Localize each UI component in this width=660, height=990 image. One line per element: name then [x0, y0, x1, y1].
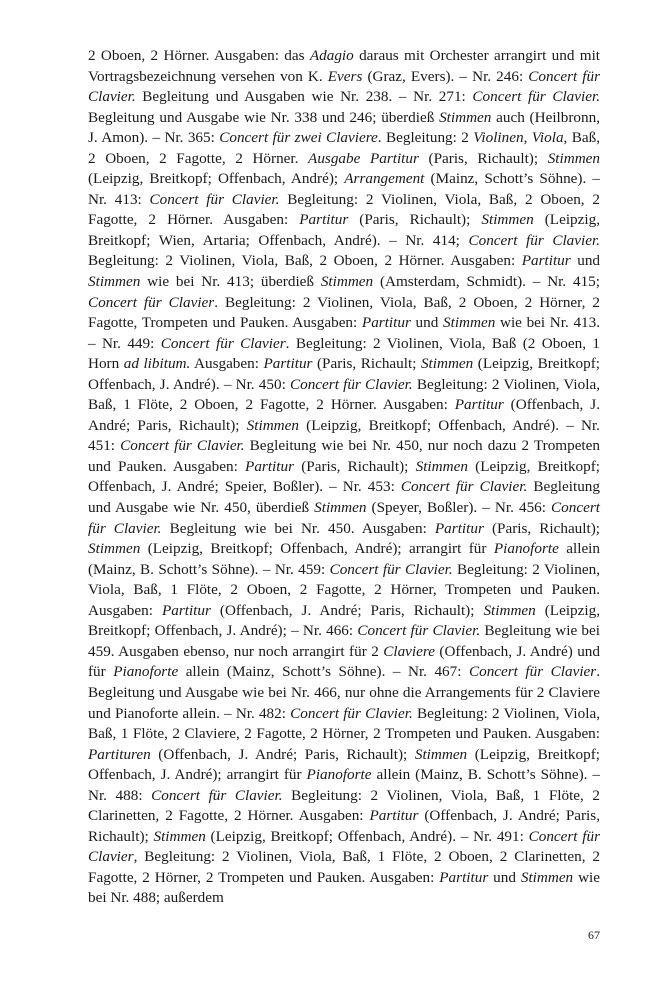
text-run: (Offenbach, J. André; Paris, Richault); — [88, 807, 600, 845]
italic-text-run: Stimmen — [246, 416, 299, 434]
text-run: (Leipzig, Breitkopf; Offenbach, André); arrangirt für — [140, 540, 494, 558]
italic-text-run: ad libitum. — [123, 355, 191, 373]
italic-text-run: Stimmen — [483, 601, 536, 619]
italic-text-run: Concert für Clavier. — [88, 67, 601, 106]
text-run: (Leipzig, Breitkopf; Offenbach, André); — [88, 170, 345, 188]
text-run: Begleitung und Ausgabe wie Nr. 450, überdieß — [88, 478, 600, 517]
text-run: Begleitung: 2 Violinen, Viola, Baß, 2 Oboen, 2 Hörner. Ausgaben: — [88, 252, 522, 270]
italic-text-run: Stimmen — [520, 868, 574, 886]
text-run: Begleitung: 2 Violinen, Viola, Baß, 1 Flöte, 2 Clarinetten, 2 Fagotte, 2 Hörner. Ausgaben: — [88, 786, 600, 825]
text-run: allein (Mainz, Schott’s Söhne). – Nr. 467: — [178, 663, 469, 681]
italic-text-run: Partitur — [245, 457, 294, 475]
text-run: wie bei Nr. 413. – Nr. 449: — [88, 314, 601, 352]
text-run: Begleitung: 2 Violinen, Viola, Baß, 1 Flöte, 2 Oboen, 2 Fagotte, 2 Hörner. Ausgaben: — [88, 375, 600, 414]
text-run: (Offenbach, J. André; Paris, Richault); — [150, 745, 415, 763]
italic-text-run: Evers — [327, 67, 363, 85]
italic-text-run: Concert für Clavier. — [149, 190, 280, 208]
italic-text-run: Partitur — [299, 211, 349, 229]
text-run: Begleitung wie bei 459. Ausgaben ebenso, nur noch arrangirt für 2 — [88, 622, 600, 660]
italic-text-run: Partitur — [454, 396, 504, 414]
text-run: Ausgaben: — [190, 355, 264, 373]
text-run: (Paris, Richault); — [483, 519, 600, 537]
text-run: (Offenbach, J. André; Paris, Richault); — [88, 396, 600, 434]
page-content — [88, 46, 600, 909]
italic-text-run: Pianoforte — [306, 766, 372, 784]
text-run: auch (Heilbronn, J. Amon). – Nr. 365: — [88, 108, 600, 147]
italic-text-run: Concert für Clavier — [88, 293, 215, 311]
italic-text-run: Stimmen — [314, 499, 367, 517]
italic-text-run: Pianoforte — [113, 663, 179, 681]
text-run: (Leipzig, Breitkopf; Wien, Artaria; Offenbach, André). – Nr. 414; — [88, 211, 600, 249]
text-run: Begleitung: 2 Violinen, Viola, Baß, 2 Oboen, 2 Fagotte, 2 Hörner. Ausgaben: — [88, 190, 600, 229]
italic-text-run: Partitur — [369, 807, 419, 825]
text-run: (Offenbach, J. André) und für — [88, 642, 600, 681]
italic-text-run: Stimmen — [439, 108, 492, 126]
italic-text-run: Concert für zwei Claviere — [219, 129, 378, 147]
text-run: wie bei Nr. 413; überdieß — [140, 273, 321, 291]
text-run: (Leipzig, Breitkopf; Offenbach, J. André). – Nr. 450: — [88, 355, 600, 393]
italic-text-run: Stimmen — [320, 273, 374, 291]
text-run: Begleitung und Ausgaben wie Nr. 238. – Nr. 271: — [135, 88, 473, 106]
italic-text-run: Stimmen — [88, 540, 141, 558]
italic-text-run: Partitur — [263, 355, 313, 373]
text-run: (Leipzig, Breitkopf; Offenbach, André). – Nr. 451: — [88, 416, 600, 455]
text-run: und — [410, 314, 443, 332]
italic-text-run: Stimmen — [88, 273, 141, 291]
italic-text-run: Concert für Clavier. — [468, 231, 600, 249]
text-run: . Begleitung: 2 Violinen, Viola, Baß, 2 Oboen, 2 Hörner, 2 Fagotte, Trompeten und Pauken. Ausgaben: — [88, 293, 600, 332]
text-run: Begleitung: 2 Violinen, Viola, Baß, 1 Flöte, 2 Claviere, 2 Fagotte, 2 Hörner, 2 Trompeten und Pauken. Ausgaben: — [88, 704, 600, 743]
italic-text-run: Partitur — [361, 314, 411, 332]
text-run: (Paris, Richault); — [418, 149, 548, 167]
text-run: wie bei Nr. 488; außerdem — [88, 868, 600, 907]
italic-text-run: Concert für Clavier. — [329, 560, 453, 578]
body-paragraph — [88, 46, 600, 909]
text-run: . Begleitung und Ausgabe wie bei Nr. 466, nur ohne die Arrangements für 2 Claviere und Pianoforte allein. – Nr. 482: — [88, 663, 600, 722]
italic-text-run: Adagio — [309, 47, 354, 64]
italic-text-run: Concert für Clavier. — [151, 786, 283, 804]
text-run: (Mainz, Schott’s Söhne). – Nr. 413: — [88, 170, 600, 208]
italic-text-run: Viola — [531, 129, 564, 147]
text-run: . Begleitung: 2 — [377, 129, 474, 147]
italic-text-run: Partituren — [88, 745, 151, 763]
text-run: (Leipzig, Breitkopf; Offenbach, J. André); – Nr. 466: — [88, 601, 600, 640]
text-run: Begleitung wie bei Nr. 450, nur noch dazu 2 Trompeten und Pauken. Ausgaben: — [88, 437, 600, 475]
italic-text-run: Concert für Clavier. — [88, 499, 600, 537]
text-run: , Begleitung: 2 Violinen, Viola, Baß, 1 Flöte, 2 Oboen, 2 Clarinetten, 2 Fagotte, 2 Hörner, 2 Trompeten und Pauken. Ausgaben: — [88, 848, 600, 886]
text-run: 2 Oboen, 2 Hörner. Ausgaben: das — [88, 47, 310, 64]
italic-text-run: Partitur — [434, 519, 484, 537]
italic-text-run: Concert für Clavier. — [120, 437, 245, 455]
page-number: 67 — [588, 928, 600, 942]
text-run: Begleitung: 2 Violinen, Viola, Baß, 1 Flöte, 2 Oboen, 2 Fagotte, 2 Hörner, Trompeten und Pauken. Ausgaben: — [88, 560, 600, 619]
italic-text-run: Stimmen — [481, 211, 534, 229]
italic-text-run: Stimmen — [443, 314, 496, 332]
text-run: allein (Mainz, B. Schott’s Söhne). – Nr. 488: — [88, 766, 600, 804]
italic-text-run: Concert für Clavier. — [400, 478, 528, 496]
text-run: allein (Mainz, B. Schott’s Söhne). – Nr. 459: — [88, 540, 600, 578]
text-run: daraus mit Orchester arrangirt und mit Vortragsbezeichnung versehen von K. — [88, 47, 601, 85]
italic-text-run: Ausgabe Partitur — [308, 149, 419, 167]
text-run: (Leipzig, Breitkopf; Offenbach, J. André); arrangirt für — [88, 745, 600, 784]
text-run: (Offenbach, J. André; Paris, Richault); — [210, 601, 484, 619]
italic-text-run: Concert für Clavier — [88, 827, 600, 866]
text-run: . Begleitung: 2 Violinen, Viola, Baß (2 Oboen, 1 Horn — [88, 334, 600, 373]
text-run: (Paris, Richault); — [294, 457, 416, 475]
italic-text-run: Concert für Clavier — [468, 663, 597, 681]
text-run: und — [488, 868, 521, 886]
italic-text-run: Concert für Clavier. — [472, 88, 600, 106]
text-run: (Leipzig, Breitkopf; Offenbach, J. André; Speier, Boßler). – Nr. 453: — [88, 457, 601, 496]
text-run: (Graz, Evers). – Nr. 246: — [362, 67, 529, 85]
italic-text-run: Partitur — [521, 252, 571, 270]
text-run: (Paris, Richault); — [348, 211, 482, 229]
italic-text-run: Stimmen — [153, 827, 206, 845]
italic-text-run: Stimmen — [415, 457, 468, 475]
italic-text-run: Stimmen — [420, 355, 474, 373]
italic-text-run: Arrangement — [344, 170, 425, 188]
italic-text-run: Stimmen — [414, 745, 468, 763]
italic-text-run: Stimmen — [547, 149, 601, 167]
text-run: Begleitung wie bei Nr. 450. Ausgaben: — [161, 519, 435, 537]
italic-text-run: Claviere — [383, 642, 435, 660]
italic-text-run: Partitur — [161, 601, 211, 619]
text-run: , — [523, 129, 532, 147]
text-run: (Paris, Richault; — [312, 355, 421, 373]
italic-text-run: Concert für Clavier. — [289, 375, 413, 393]
italic-text-run: Pianoforte — [493, 540, 559, 558]
italic-text-run: Concert für Clavier. — [290, 704, 413, 722]
text-run: (Leipzig, Breitkopf; Offenbach, André). – Nr. 491: — [205, 827, 529, 845]
italic-text-run: Partitur — [439, 868, 489, 886]
italic-text-run: Violinen — [473, 129, 524, 147]
text-run: und — [570, 252, 601, 270]
text-run: Begleitung und Ausgabe wie Nr. 338 und 246; überdieß — [88, 108, 440, 126]
text-run: (Amsterdam, Schmidt). – Nr. 415; — [373, 273, 600, 291]
text-run: , Baß, 2 Oboen, 2 Fagotte, 2 Hörner. — [88, 129, 600, 167]
italic-text-run: Concert für Clavier — [160, 334, 286, 352]
text-run: (Speyer, Boßler). – Nr. 456: — [366, 499, 552, 517]
italic-text-run: Concert für Clavier. — [357, 622, 481, 640]
